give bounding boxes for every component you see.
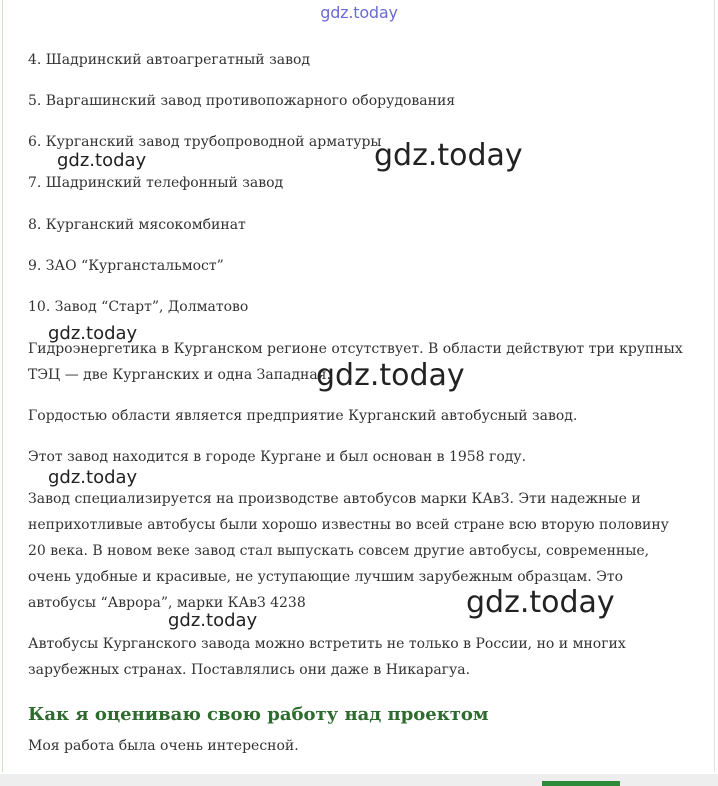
watermark: gdz.today [48,467,138,488]
watermark: gdz.today [374,138,523,173]
paragraph-hydro: Гидроэнергетика в Курганском регионе отсутствует. В области действуют три крупных ТЭЦ — две Курганских и одна Западная. [28,341,683,383]
watermark: gdz.today [466,585,615,620]
list-item: 5. Варгашинский завод противопожарного оборудования [28,93,456,109]
watermark: gdz.today [48,323,138,344]
list-item: 6. Курганский завод трубопроводной арматуры [28,134,382,150]
watermark: gdz.today [57,150,147,171]
top-watermark: gdz.today [320,3,398,22]
paragraph-founded: Этот завод находится в городе Кургане и был основан в 1958 году. [28,449,527,465]
paragraph-conclusion: Моя работа была очень интересной. [28,738,299,754]
watermark: gdz.today [168,610,258,631]
left-border [2,0,3,772]
right-border [714,0,715,772]
list-item: 7. Шадринский телефонный завод [28,175,284,191]
paragraph-export: Автобусы Курганского завода можно встретить не только в России, но и многих зарубежных странах. Поставлялись они даже в Никарагуа. [28,636,626,678]
watermark: gdz.today [316,358,465,393]
bottom-button[interactable] [542,781,620,786]
list-item: 10. Завод “Старт”, Долматово [28,299,249,315]
list-item: 4. Шадринский автоагрегатный завод [28,52,311,68]
list-item: 9. ЗАО “Курганстальмост” [28,258,224,274]
paragraph-buses: Завод специализируется на производстве автобусов марки КАвЗ. Эти надежные и неприхотливые автобусы были хорошо известны во всей стране всю вторую половину 20 века. В новом веке завод стал выпускать совсем другие автобусы, современные, очень удобные и красивые, не уступающие лучшим зарубежным образцам. Это автобусы “Аврора”, марки КАвЗ 4238 [28,491,669,611]
list-item: 8. Курганский мясокомбинат [28,217,246,233]
paragraph-pride: Гордостью области является предприятие Курганский автобусный завод. [28,408,578,424]
section-heading: Как я оцениваю свою работу над проектом [28,704,489,725]
